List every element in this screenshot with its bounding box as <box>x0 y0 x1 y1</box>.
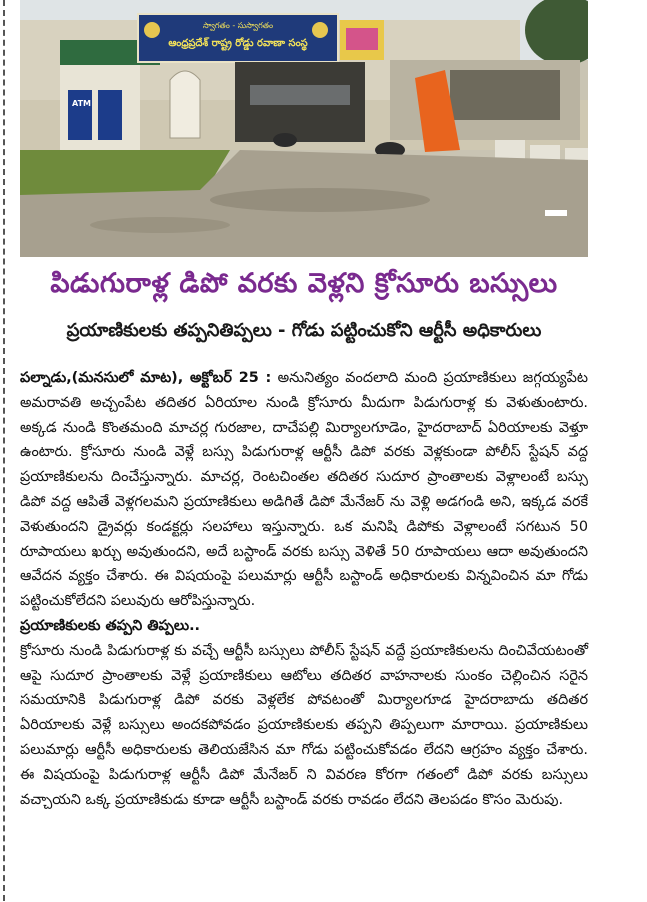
bus-depot-photo <box>20 0 588 257</box>
sign-main-text: ఆంధ్రప్రదేశ్ రాష్ట్ర రోడ్డు రవాణా సంస్థ <box>168 38 308 49</box>
paragraph-1-text: అనునిత్యం వందలాది మంది ప్రయాణికులు జగ్గయ్యపేట అమరావతి అచ్చంపేట తదితర ఏరియాల నుండి క్రోసూరు మీదుగా పిడుగురాళ్ల కు వెళుతుంటారు. అక్కడ నుండి కొంతమంది మాచర్ల గురజాల, దాచేపల్లి మిర్యాలగూడెం, హైదరాబాద్ ఏరియాలకు వెళ్తూ ఉంటారు. క్రోసూరు నుండి వెళ్లే బస్సు పిడుగురాళ్ల ఆర్టీసీ డిపో వరకు వెళ్లకుండా పోలీస్ స్టేషన్ వద్ద ప్రయాణికులను దించేస్తున్నారు. మాచర్ల, రెంటచింతల తదితర సుదూర ప్రాంతాలకు వెళ్లాలంటే బస్సు డిపో వద్ద ఆపితే వెళ్లగలమని ప్రయాణికులు అడిగితే డిపో మేనేజర్ ను వెళ్లి అడగండి అని, ఇక్కడ వరకే వెళుతుందని డ్రైవర్లు కండక్టర్లు సలహాలు ఇస్తున్నారు. ఒక మనిషి డిపోకు వెళ్లాలంటే సగటున 50 రూపాయలు ఖర్చు అవుతుందని, అదే బస్టాండ్ వరకు బస్సు వెళితే 50 రూపాయలు ఆదా అవుతుందని ఆవేదన వ్యక్తం చేశారు. ఈ విషయంపై పలుమార్లు ఆర్టీసీ బస్టాండ్ అధికారులకు విన్నవించిన మా గోడు పట్టించుకోలేదని పలువురు ఆరోపిస్తున్నారు. <box>20 370 588 610</box>
atm-sign-text: ATM <box>72 99 91 108</box>
paragraph-1 <box>20 366 588 614</box>
side-heading: ప్రయాణికులకు తప్పని తిప్పలు.. <box>20 617 200 634</box>
sign-top-line: స్వాగతం - సుస్వాగతం <box>202 21 274 30</box>
article-body <box>20 366 588 812</box>
headline: పిడుగురాళ్ల డిపో వరకు వెళ్లని క్రోసూరు బస్సులు <box>50 268 558 299</box>
clipping-cut-line <box>3 0 5 901</box>
dateline: పల్నాడు,(మనసులో మాట), అక్టోబర్ 25 : <box>20 370 272 386</box>
next-article-cutoff <box>20 884 588 902</box>
paragraph-2: క్రోసూరు నుండి పిడుగురాళ్ల కు వచ్చే ఆర్టీసీ బస్సులు పోలీస్ స్టేషన్ వద్దే ప్రయాణికులను దించివేయటంతో ఆపై సుదూర ప్రాంతాలకు వెళ్లే ప్రయాణికులు ఆటోలు తదితర వాహనాలకు సుంకం చెల్లించిన సరైన సమయానికి పిడుగురాళ్ల డిపో వరకు వెళ్లలేక పోవటంతో మిర్యాలగూడ హైదరాబాదు తదితర ఏరియాలకు వెళ్లే బస్సులు అందకపోవడం ప్రయాణికులకు తప్పని తిప్పలుగా మారాయి. ప్రయాణికులు పలుమార్లు ఆర్టీసీ అధికారులకు తెలియజేసిన మా గోడు పట్టించుకోవడం లేదని ఆగ్రహం వ్యక్తం చేశారు. ఈ విషయంపై పిడుగురాళ్ల ఆర్టీసీ డిపో మేనేజర్ ని వివరణ కోరగా గతంలో డిపో వరకు బస్సులు వచ్చాయని ఒక్క ప్రయాణికుడు కూడా ఆర్టీసీ బస్టాండ్ వరకు రావడం లేదని తెలపడం కొసం మెరుపు. <box>20 642 588 808</box>
subheadline: ప్రయాణికులకు తప్పనితిప్పలు - గోడు పట్టించుకోని ఆర్టీసీ అధికారులు <box>66 320 542 341</box>
